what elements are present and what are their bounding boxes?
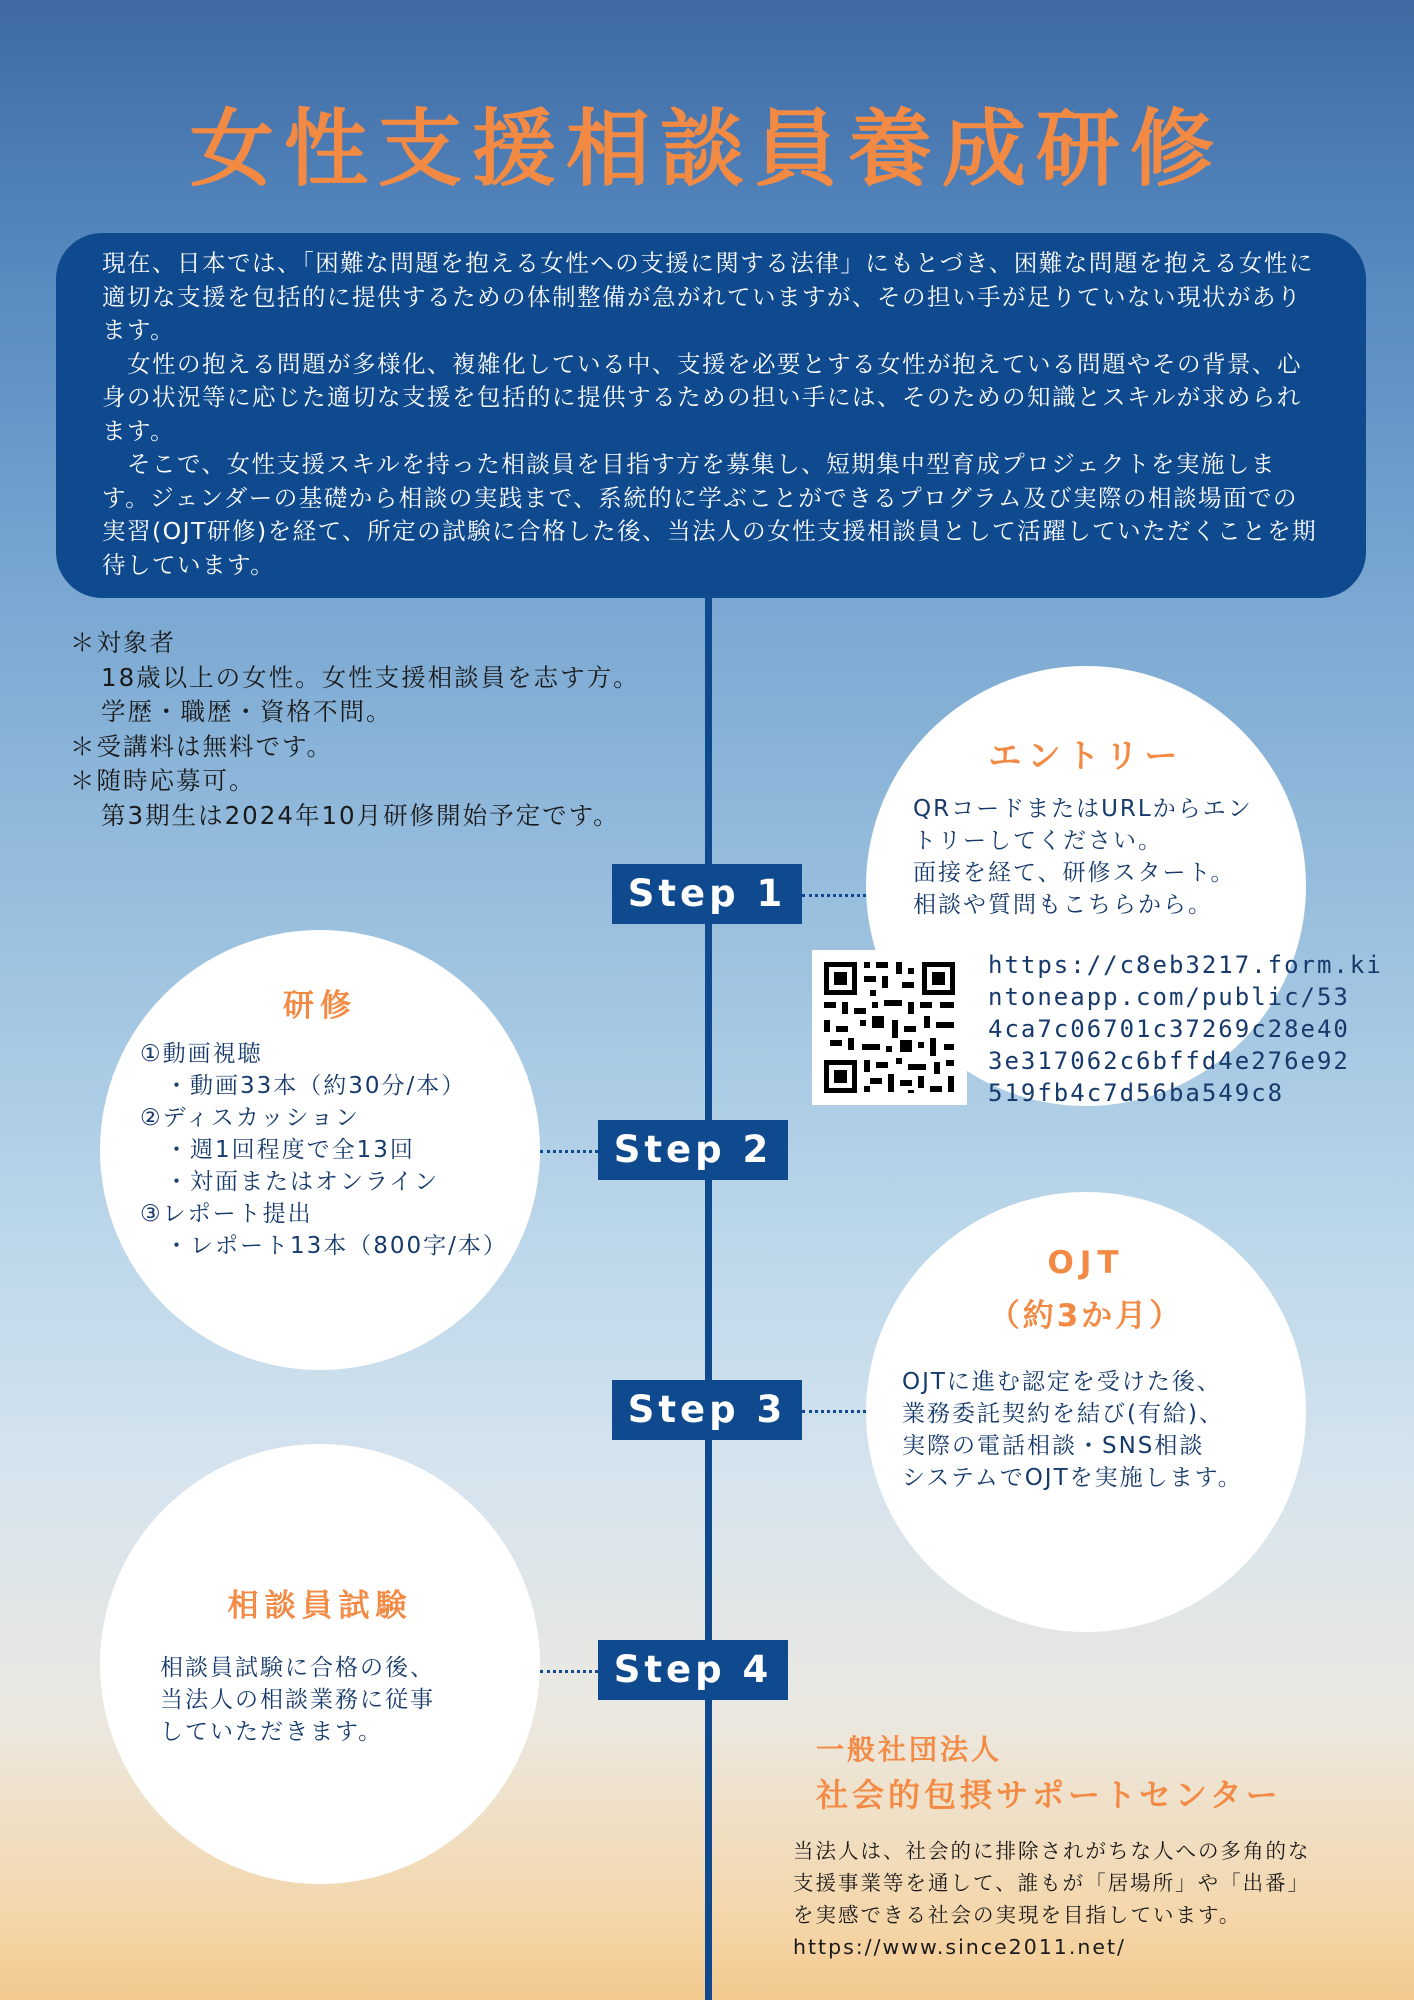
condition-item: ＊受講料は無料です。 xyxy=(70,731,334,761)
entry-line: 面接を経て、研修スタート。 xyxy=(913,860,1236,886)
org-url-link[interactable]: https://www.since2011.net/ xyxy=(793,1935,1126,1959)
entry-url[interactable] xyxy=(988,949,1383,1109)
training-title: 研修 xyxy=(283,988,357,1024)
ojt-line: 実際の電話相談・SNS相談 xyxy=(902,1433,1205,1459)
conditions-list xyxy=(70,626,640,833)
page-title: 女性支援相談員養成研修 xyxy=(189,100,1224,198)
entry-line: トリーしてください。 xyxy=(913,828,1163,854)
exam-line: していただきます。 xyxy=(160,1719,384,1745)
exam-title: 相談員試験 xyxy=(227,1588,413,1624)
step-3-label: Step 3 xyxy=(612,1380,802,1440)
ojt-title: OJT xyxy=(1047,1245,1125,1281)
condition-item: 学歴・職歴・資格不問。 xyxy=(101,697,393,726)
intro-box xyxy=(56,233,1366,598)
intro-paragraph-3: そこで、女性支援スキルを持った相談員を目指す方を募集し、短期集中型育成プロジェクトを実施します。ジェンダーの基礎から相談の実践まで、系統的に学ぶことができるプログラム及び実際の相談場面での実習(OJT研修)を経て、所定の試験に合格した後、当法人の女性支援相談員として活躍していただくことを期待しています。 xyxy=(102,450,1318,579)
org-description-line: 支援事業等を通して、誰もが「居場所」や「出番」 xyxy=(793,1871,1311,1895)
training-line: ・動画33本（約30分/本） xyxy=(140,1073,467,1099)
entry-line: QRコードまたはURLからエン xyxy=(913,796,1253,822)
ojt-text xyxy=(902,1366,1243,1494)
step-4-connector xyxy=(540,1670,598,1673)
step-2-label: Step 2 xyxy=(598,1120,788,1180)
org-description-line: 当法人は、社会的に排除されがちな人への多角的な xyxy=(793,1839,1311,1863)
ojt-line: システムでOJTを実施します。 xyxy=(902,1465,1243,1491)
training-line: ②ディスカッション xyxy=(140,1105,361,1131)
ojt-subtitle: （約3か月） xyxy=(988,1298,1184,1334)
intro-paragraph-2: 女性の抱える問題が多様化、複雑化している中、支援を必要とする女性が抱えている問題やその背景、心身の状況等に応じた適切な支援を包括的に提供するための担い手には、そのための知識とスキルが求められます。 xyxy=(102,349,1302,445)
training-text xyxy=(140,1038,508,1262)
exam-text xyxy=(160,1652,435,1748)
step-1-label: Step 1 xyxy=(612,864,802,924)
org-description-line: を実感できる社会の実現を目指しています。 xyxy=(793,1903,1242,1927)
entry-url-line: 4ca7c06701c37269c28e40 xyxy=(988,1015,1350,1043)
step-1-connector xyxy=(802,894,866,897)
condition-item: ＊随時応募可。 xyxy=(70,766,256,795)
entry-url-line: 3e317062c6bffd4e276e92 xyxy=(988,1047,1350,1075)
org-name: 社会的包摂サポートセンター xyxy=(816,1776,1282,1814)
training-line: ・レポート13本（800字/本） xyxy=(140,1233,508,1259)
condition-item: 第3期生は2024年10月研修開始予定です。 xyxy=(101,800,620,830)
training-line: ③レポート提出 xyxy=(140,1201,313,1227)
timeline-line xyxy=(705,598,712,2000)
exam-line: 相談員試験に合格の後、 xyxy=(160,1655,435,1681)
entry-line: 相談や質問もこちらから。 xyxy=(913,892,1213,918)
entry-text xyxy=(913,793,1253,921)
step-3-connector xyxy=(802,1410,866,1413)
qr-code-graphic xyxy=(812,950,967,1105)
training-line: ・週1回程度で全13回 xyxy=(140,1137,415,1163)
ojt-line: OJTに進む認定を受けた後、 xyxy=(902,1369,1222,1395)
exam-line: 当法人の相談業務に従事 xyxy=(160,1687,435,1713)
condition-item: ＊対象者 xyxy=(70,628,176,657)
step-4-label: Step 4 xyxy=(598,1640,788,1700)
ojt-line: 業務委託契約を結び(有給)、 xyxy=(902,1401,1224,1427)
step-2-connector xyxy=(540,1150,598,1153)
entry-url-line: ntoneapp.com/public/53 xyxy=(988,983,1350,1011)
training-line: ・対面またはオンライン xyxy=(140,1169,440,1195)
entry-title: エントリー xyxy=(988,736,1184,775)
org-type: 一般社団法人 xyxy=(816,1733,1003,1766)
entry-url-line: 519fb4c7d56ba549c8 xyxy=(988,1079,1285,1107)
qr-code-icon[interactable] xyxy=(812,950,967,1105)
intro-paragraph-1: 現在、日本では、「困難な問題を抱える女性への支援に関する法律」にもとづき、困難な問題を抱える女性に適切な支援を包括的に提供するための体制整備が急がれていますが、その担い手が足りていない現状があります。 xyxy=(102,249,1314,344)
org-description xyxy=(793,1835,1311,1963)
training-line: ①動画視聴 xyxy=(140,1041,263,1067)
condition-item: 18歳以上の女性。女性支援相談員を志す方。 xyxy=(101,662,640,692)
entry-url-line: https://c8eb3217.form.ki xyxy=(988,951,1383,979)
